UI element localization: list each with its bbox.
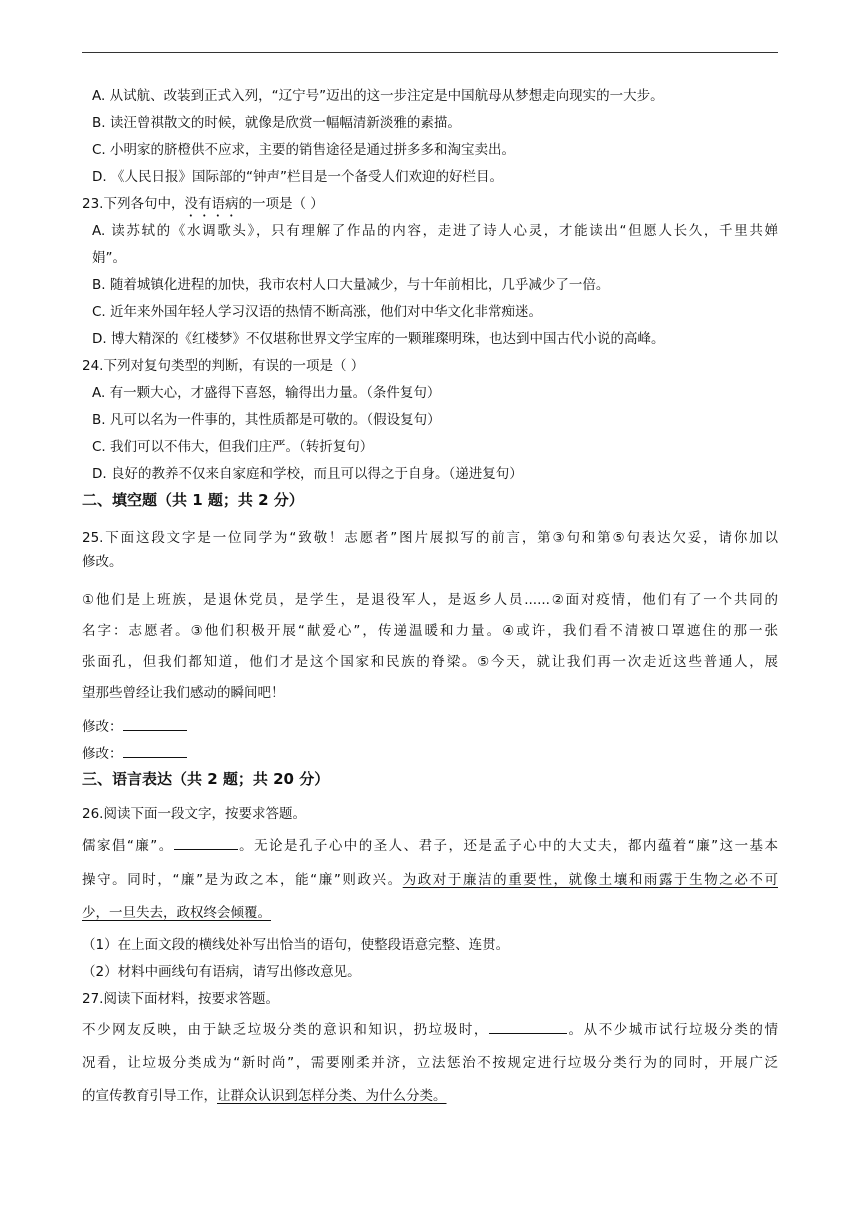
q27-passage-line2: 况看，让垃圾分类成为“新时尚”，需要刚柔并济，立法惩治不按规定进行垃圾分类行为的同时，开展广泛	[82, 1055, 778, 1071]
q25-fix-1: 修改：	[82, 716, 187, 737]
q27-passage-line1: 不少网友反映，由于缺乏垃圾分类的意识和知识，扔垃圾时， 。从不少城市试行垃圾分类的情	[82, 1016, 778, 1045]
q24-option-a: A. 有一颗大心，才盛得下喜怒，输得出力量。（条件复句）	[92, 385, 441, 401]
q25-passage-line3: 张面孔，但我们都知道，他们才是这个国家和民族的脊梁。⑤今天，就让我们再一次走近这些普通人，展	[82, 654, 778, 670]
q25-passage-line1: ①他们是上班族，是退休党员，是学生，是退役军人，是返乡人员......②面对疫情，他们有了一个共同的	[82, 592, 778, 608]
q26-passage-line3	[82, 899, 778, 928]
q23-option-d: D. 博大精深的《红楼梦》不仅堪称世界文学宝库的一颗璀璨明珠，也达到中国古代小说的高峰。	[92, 331, 665, 347]
q23-stem: 23.下列各句中，没有语病的一项是（ ）	[82, 196, 324, 212]
section-2-heading: 二、填空题（共 1 题；共 2 分）	[82, 491, 304, 509]
q23-option-c: C. 近年来外国年轻人学习汉语的热情不断高涨，他们对中华文化非常痴迷。	[92, 304, 543, 320]
answer-blank[interactable]	[489, 1019, 567, 1034]
underlined-sentence: 少，一旦失去，政权终会倾覆。	[82, 905, 271, 921]
q23-option-a-line1: A. 读苏轼的《水调歌头》，只有理解了作品的内容，走进了诗人心灵，才能读出“但愿人长久，千里共婵	[92, 223, 778, 239]
answer-blank[interactable]	[174, 835, 238, 850]
q25-passage-line4: 望那些曾经让我们感动的瞬间吧！	[82, 685, 285, 701]
q24-option-c: C. 我们可以不伟大，但我们庄严。（转折复句）	[92, 439, 374, 455]
q24-option-b: B. 凡可以名为一件事的，其性质都是可敬的。（假设复句）	[92, 412, 441, 428]
q25-passage-line2: 名字：志愿者。③他们积极开展“献爱心”，传递温暖和力量。④或许，我们看不清被口罩遮住的那一张	[82, 623, 778, 639]
q26-sub-2: （2）材料中画线句有语病，请写出修改意见。	[82, 964, 361, 980]
q26-passage-line1: 儒家倡“廉”。 。无论是孔子心中的圣人、君子，还是孟子心中的大丈夫，都内蕴着“廉”这一基本	[82, 832, 778, 861]
underlined-sentence: 让群众认识到怎样分类、为什么分类。	[217, 1088, 447, 1104]
q23-emphasis: 没有语病	[184, 196, 239, 212]
q26-stem: 26.阅读下面一段文字，按要求答题。	[82, 806, 306, 822]
q23-option-a-line2: 娟”。	[92, 250, 126, 266]
q27-passage-line3: 的宣传教育引导工作，让群众认识到怎样分类、为什么分类。	[82, 1088, 447, 1104]
q23-option-b: B. 随着城镇化进程的加快，我市农村人口大量减少，与十年前相比，几乎减少了一倍。	[92, 277, 610, 293]
q22-option-b: B. 读汪曾祺散文的时候，就像是欣赏一幅幅清新淡雅的素描。	[92, 115, 461, 131]
q25-fix-2: 修改：	[82, 743, 187, 764]
q25-stem-line2: 修改。	[82, 554, 123, 570]
q24-option-d: D. 良好的教养不仅来自家庭和学校，而且可以得之于自身。（递进复句）	[92, 466, 523, 482]
q22-option-a: A. 从试航、改装到正式入列，“辽宁号”迈出的这一步注定是中国航母从梦想走向现实的一大步。	[92, 88, 664, 104]
q26-passage-line2: 操守。同时，“廉”是为政之本，能“廉”则政兴。为政对于廉洁的重要性，就像土壤和雨露于生物之必不可	[82, 872, 778, 888]
underlined-sentence: 为政对于廉洁的重要性，就像土壤和雨露于生物之必不可	[402, 872, 778, 888]
q27-stem: 27.阅读下面材料，按要求答题。	[82, 991, 279, 1007]
q22-option-c: C. 小明家的脐橙供不应求，主要的销售途径是通过拼多多和淘宝卖出。	[92, 142, 516, 158]
section-3-heading: 三、语言表达（共 2 题；共 20 分）	[82, 770, 330, 788]
answer-blank[interactable]	[123, 716, 187, 731]
header-rule	[82, 52, 778, 53]
q22-option-d: D. 《人民日报》国际部的“钟声”栏目是一个备受人们欢迎的好栏目。	[92, 169, 503, 185]
q24-stem: 24.下列对复句类型的判断，有误的一项是（ ）	[82, 358, 365, 374]
answer-blank[interactable]	[123, 743, 187, 758]
q26-sub-1: （1）在上面文段的横线处补写出恰当的语句，使整段语意完整、连贯。	[82, 937, 510, 953]
q25-stem-line1: 25.下面这段文字是一位同学为“致敬！志愿者”图片展拟写的前言，第③句和第⑤句表达欠妥，请你加以	[82, 530, 778, 546]
